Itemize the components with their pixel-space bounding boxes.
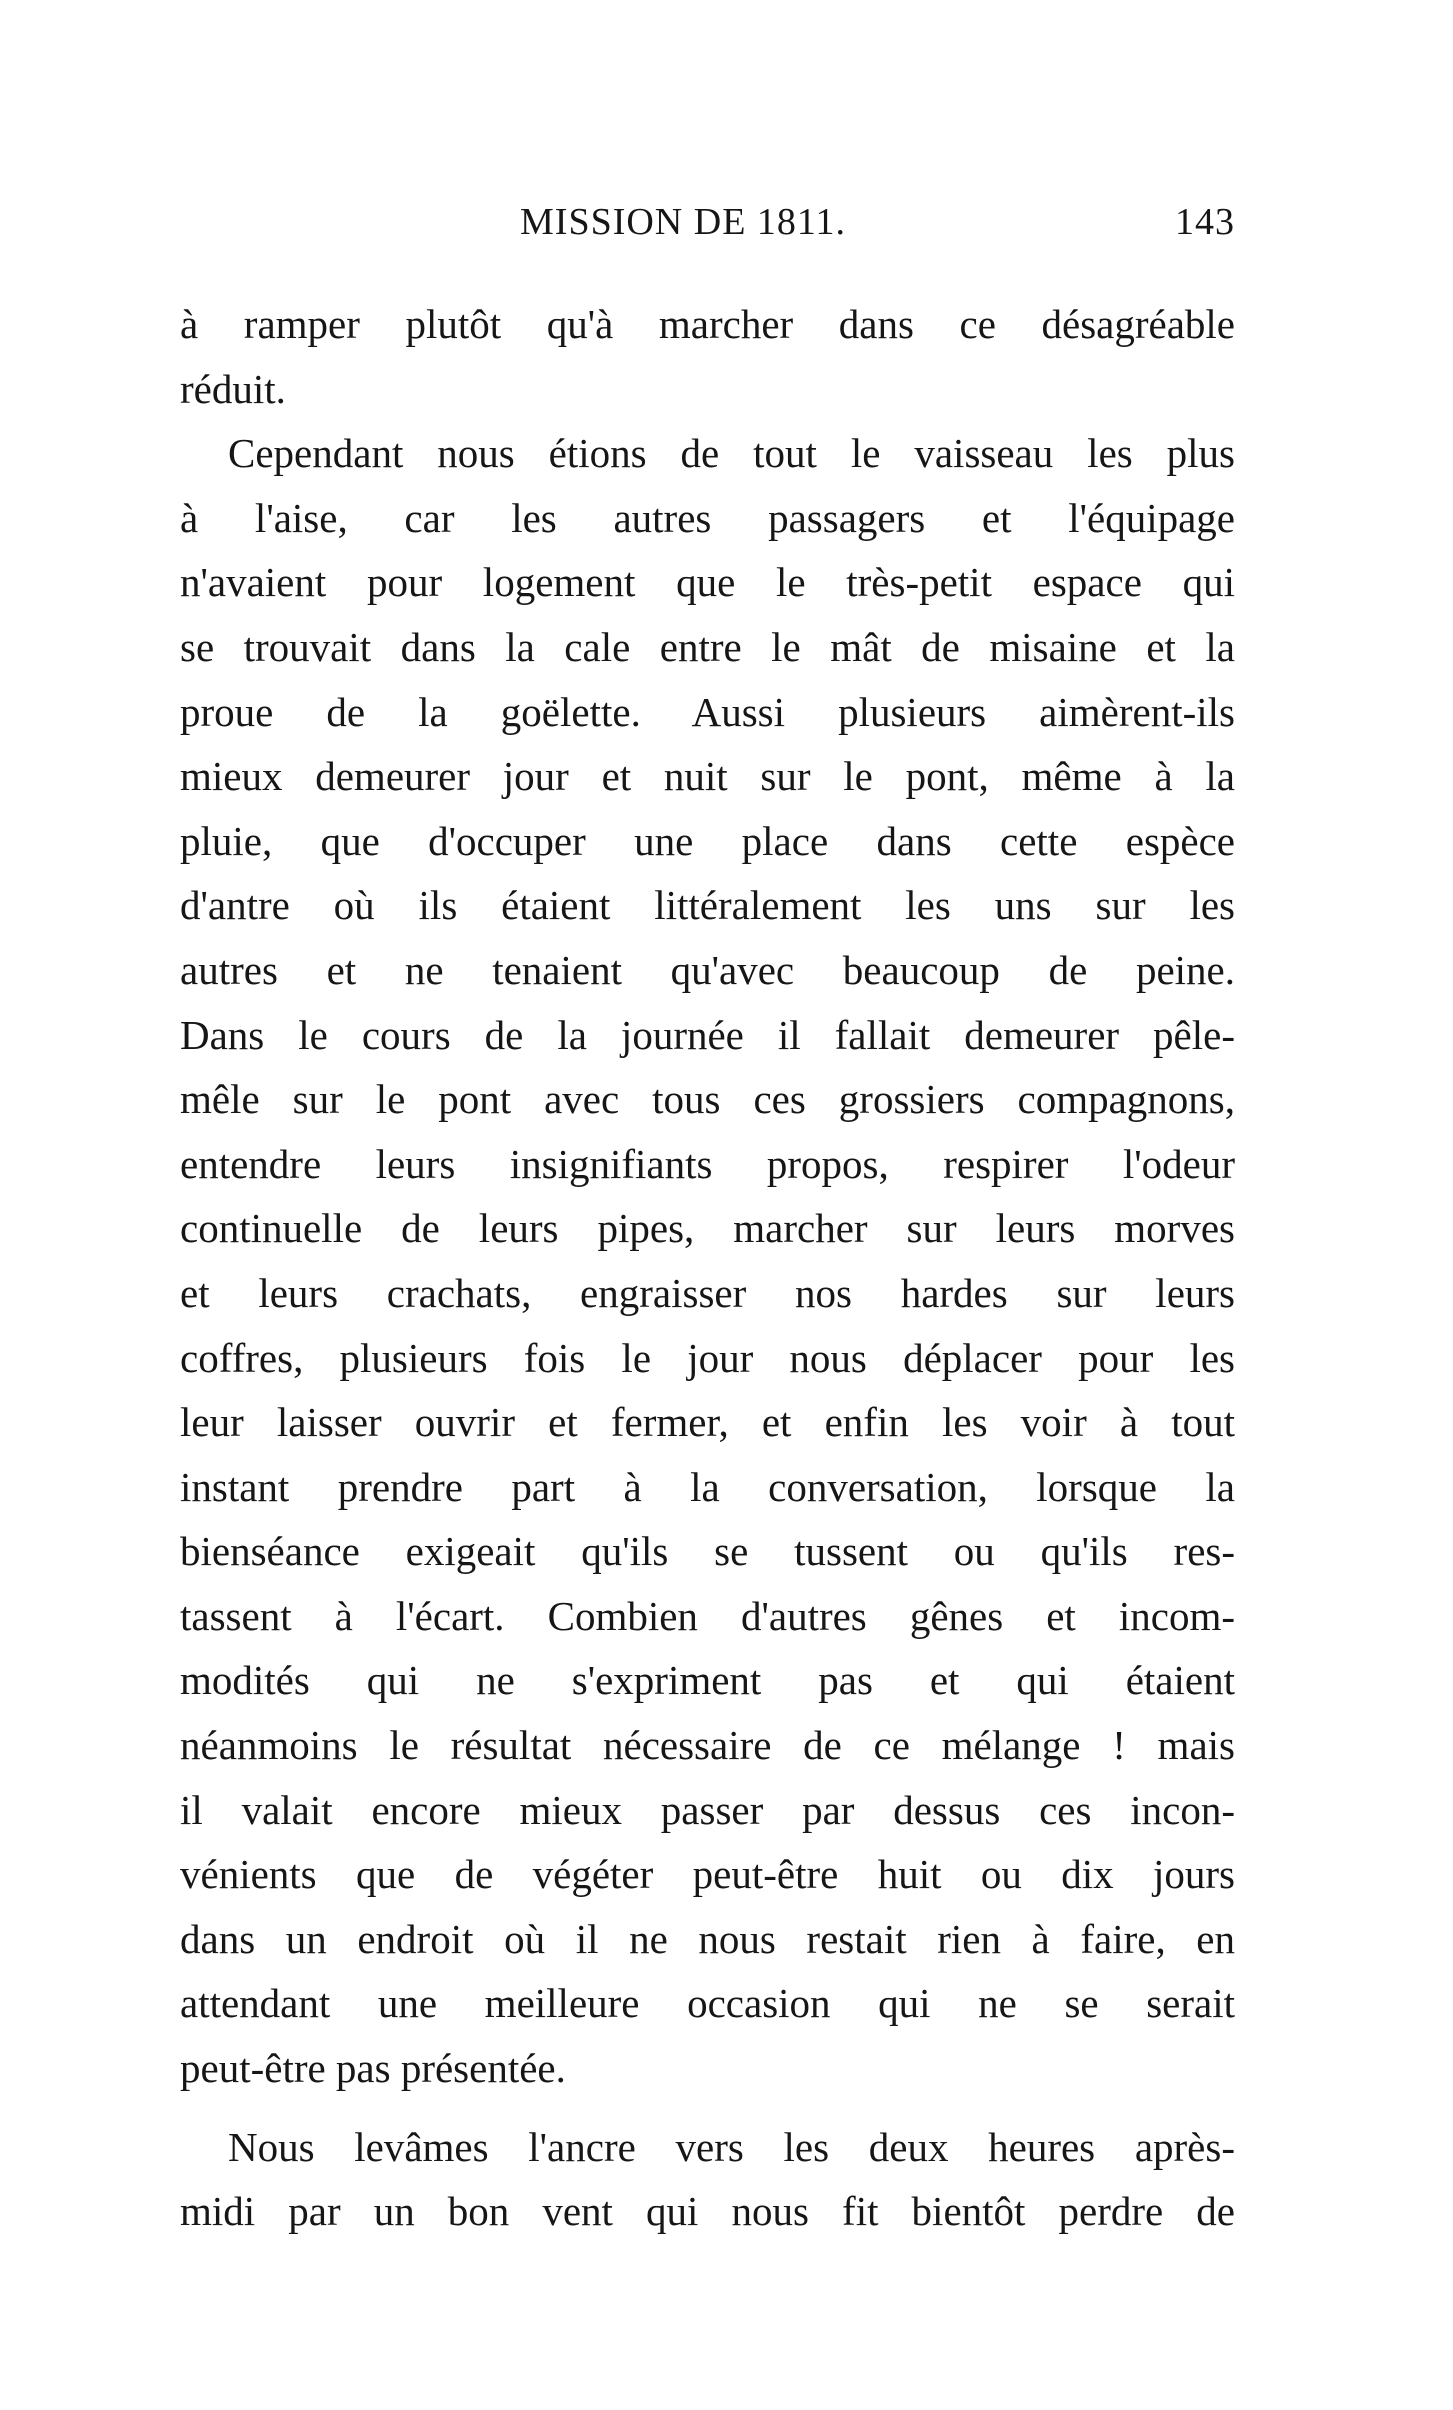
text-line: peut-être pas présentée. — [180, 2045, 566, 2092]
text-line: bienséance exigeait qu'ils se tussent ou qu'ils res- — [180, 1528, 1235, 1575]
text-line: il valait encore mieux passer par dessus ces incon- — [180, 1786, 1235, 1833]
body-text — [180, 292, 1235, 2244]
text-line: pluie, que d'occuper une place dans cette espèce — [180, 817, 1235, 864]
text-line: attendant une meilleure occasion qui ne se serait — [180, 1980, 1235, 2027]
text-line: se trouvait dans la cale entre le mât de misaine et la — [180, 623, 1235, 670]
text-line: d'antre où ils étaient littéralement les uns sur les — [180, 882, 1235, 929]
text-line: et leurs crachats, engraisser nos hardes sur leurs — [180, 1269, 1235, 1316]
text-line: tassent à l'écart. Combien d'autres gênes et incom- — [180, 1592, 1235, 1639]
text-line: à ramper plutôt qu'à marcher dans ce désagréable — [180, 301, 1235, 347]
text-line: mêle sur le pont avec tous ces grossiers compagnons, — [180, 1076, 1235, 1123]
text-line: continuelle de leurs pipes, marcher sur leurs morves — [180, 1205, 1235, 1252]
text-line: coffres, plusieurs fois le jour nous déplacer pour les — [180, 1334, 1235, 1381]
text-line: dans un endroit où il ne nous restait rien à faire, en — [180, 1915, 1235, 1962]
text-line: entendre leurs insignifiants propos, respirer l'odeur — [180, 1140, 1235, 1187]
text-line: réduit. — [180, 365, 286, 412]
page-number: 143 — [1175, 201, 1235, 243]
text-line: mieux demeurer jour et nuit sur le pont, même à la — [180, 753, 1235, 800]
text-line: midi par un bon vent qui nous fit bientôt perdre de — [180, 2188, 1235, 2235]
text-line: vénients que de végéter peut-être huit ou dix jours — [180, 1851, 1235, 1898]
text-line: n'avaient pour logement que le très-petit espace qui — [180, 559, 1235, 606]
text-line: Dans le cours de la journée il fallait demeurer pêle- — [180, 1011, 1235, 1058]
paragraph-start-line: Nous levâmes l'ancre vers les deux heures après- — [228, 2123, 1235, 2170]
text-line: instant prendre part à la conversation, lorsque la — [180, 1463, 1235, 1510]
running-head — [180, 200, 1235, 250]
text-line: autres et ne tenaient qu'avec beaucoup de peine. — [180, 946, 1235, 993]
text-line: proue de la goëlette. Aussi plusieurs aimèrent-ils — [180, 688, 1235, 735]
paragraph-start-line: Cependant nous étions de tout le vaisseau les plus — [228, 430, 1235, 477]
text-line: leur laisser ouvrir et fermer, et enfin les voir à tout — [180, 1399, 1235, 1446]
running-title: MISSION DE 1811. — [520, 201, 846, 243]
paragraph-gap — [180, 2101, 1235, 2115]
text-line: modités qui ne s'expriment pas et qui étaient — [180, 1657, 1235, 1704]
text-line: néanmoins le résultat nécessaire de ce mélange ! mais — [180, 1722, 1235, 1769]
text-line: à l'aise, car les autres passagers et l'équipage — [180, 494, 1235, 541]
